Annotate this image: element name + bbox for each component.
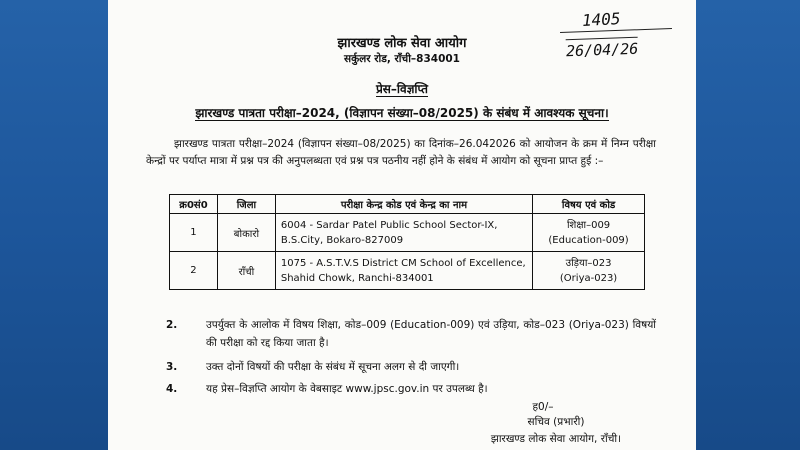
point-website [166,380,656,398]
signatory-office: झारखण्ड लोक सेवा आयोग, राँची। [490,433,622,445]
header-serial: क्र0सं0 [170,195,218,214]
header-center: परीक्षा केन्द्र कोड एवं केन्द्र का नाम [275,195,532,214]
left-background-panel [0,0,108,450]
signature-mark: ह0/– [532,401,554,413]
header-district: जिला [217,195,275,214]
point-number: 3. [166,361,178,373]
intro-paragraph: झारखण्ड पात्रता परीक्षा–2024 (विज्ञापन संख्या–08/2025) का दिनांक–26.042026 को आयोजन के क्रम में निम्न परीक्षा केन्द्रों पर पर्याप्त मात्रा में प्रश्न पत्र की अनुपलब्धता एवं प्रश्न पत्र पठनीय नहीं होने के संबंध में आयोग को सूचना प्राप्त हुई :– [146,138,656,167]
handwritten-ref-number: 1405 [581,9,622,30]
cell-subject [533,252,645,290]
exam-centers-table [169,194,645,290]
subject-english: (Oriya-023) [559,272,618,284]
subject-line: झारखण्ड पात्रता परीक्षा–2024, (विज्ञापन संख्या–08/2025) के संबंध में आवश्यक सूचना। [195,106,609,120]
org-name: झारखण्ड लोक सेवा आयोग [337,36,467,51]
subject-hindi: उड़िया–023 [565,257,612,269]
point-separate-notice [166,358,656,376]
table-header-row [170,195,645,214]
point-number: 4. [166,383,178,395]
cell-district: बोकारो [217,214,275,252]
cell-center: 1075 - A.S.T.V.S District CM School of Excellence, Shahid Chowk, Ranchi-834001 [275,252,532,290]
point-text: यह प्रेस–विज्ञप्ति आयोग के वेबसाइट www.jpsc.gov.in पर उपलब्ध है। [206,383,488,395]
point-cancellation [166,316,656,352]
right-background-panel [696,0,800,450]
subject-hindi: शिक्षा–009 [566,219,611,231]
cell-district: राँची [217,252,275,290]
point-text: उक्त दोनों विषयों की परीक्षा के संबंध में सूचना अलग से दी जाएगी। [206,361,460,373]
press-release-document [108,0,696,450]
table-row [170,214,645,252]
signatory-designation: सचिव (प्रभारी) [527,416,585,428]
cell-serial: 1 [170,214,218,252]
cell-serial: 2 [170,252,218,290]
point-text: उपर्युक्त के आलोक में विषय शिक्षा, कोड–009 (Education-009) एवं उड़िया, कोड–023 (Oriya-023) विषयों की परीक्षा को रद्द किया जाता है। [206,319,656,349]
point-number: 2. [166,319,178,331]
subject-english: (Education-009) [548,234,629,246]
handwritten-date: 26/04/26 [566,37,639,61]
cell-subject [533,214,645,252]
press-release-title: प्रेस–विज्ञप्ति [375,82,429,96]
header-subject: विषय एवं कोड [533,195,645,214]
table-row [170,252,645,290]
cell-center: 6004 - Sardar Patel Public School Sector-IX, B.S.City, Bokaro-827009 [275,214,532,252]
org-address: सर्कुलर रोड, राँची–834001 [344,53,460,65]
